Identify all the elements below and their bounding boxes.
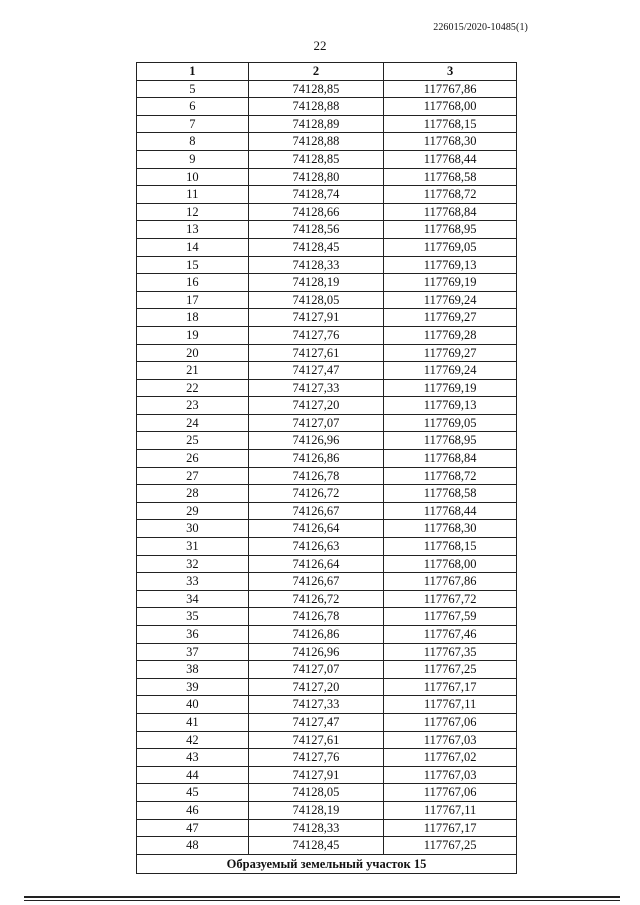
table-row [137,80,517,98]
point-number-cell: 18 [137,309,249,327]
y-coordinate-cell: 117768,58 [384,168,517,186]
y-coordinate-cell: 117767,11 [384,801,517,819]
x-coordinate-cell: 74127,76 [248,749,384,767]
point-number-cell: 26 [137,450,249,468]
point-number-cell: 47 [137,819,249,837]
x-coordinate-cell: 74126,72 [248,485,384,503]
table-row [137,98,517,116]
y-coordinate-cell: 117767,35 [384,643,517,661]
y-coordinate-cell: 117768,95 [384,221,517,239]
point-number-cell: 35 [137,608,249,626]
point-number-cell: 24 [137,414,249,432]
column-header-y: 3 [384,63,517,81]
x-coordinate-cell: 74128,19 [248,274,384,292]
y-coordinate-cell: 117768,58 [384,485,517,503]
y-coordinate-cell: 117768,95 [384,432,517,450]
y-coordinate-cell: 117768,84 [384,203,517,221]
table-row [137,626,517,644]
y-coordinate-cell: 117767,86 [384,573,517,591]
point-number-cell: 13 [137,221,249,239]
table-row [137,397,517,415]
table-row [137,819,517,837]
point-number-cell: 8 [137,133,249,151]
x-coordinate-cell: 74128,19 [248,801,384,819]
x-coordinate-cell: 74126,78 [248,467,384,485]
column-header-point-number: 1 [137,63,249,81]
point-number-cell: 36 [137,626,249,644]
x-coordinate-cell: 74127,20 [248,397,384,415]
y-coordinate-cell: 117768,15 [384,538,517,556]
y-coordinate-cell: 117769,13 [384,397,517,415]
y-coordinate-cell: 117768,00 [384,555,517,573]
x-coordinate-cell: 74127,20 [248,678,384,696]
y-coordinate-cell: 117769,24 [384,362,517,380]
table-row [137,168,517,186]
point-number-cell: 17 [137,291,249,309]
x-coordinate-cell: 74127,07 [248,414,384,432]
y-coordinate-cell: 117769,19 [384,274,517,292]
table-row [137,432,517,450]
y-coordinate-cell: 117767,25 [384,661,517,679]
point-number-cell: 30 [137,520,249,538]
y-coordinate-cell: 117768,44 [384,502,517,520]
point-number-cell: 33 [137,573,249,591]
x-coordinate-cell: 74126,64 [248,555,384,573]
point-number-cell: 38 [137,661,249,679]
y-coordinate-cell: 117767,06 [384,713,517,731]
x-coordinate-cell: 74126,64 [248,520,384,538]
x-coordinate-cell: 74127,07 [248,661,384,679]
table-row [137,590,517,608]
y-coordinate-cell: 117769,05 [384,238,517,256]
page-number: 22 [313,38,327,53]
y-coordinate-cell: 117768,72 [384,467,517,485]
x-coordinate-cell: 74127,47 [248,713,384,731]
x-coordinate-cell: 74128,88 [248,98,384,116]
x-coordinate-cell: 74128,74 [248,186,384,204]
y-coordinate-cell: 117768,00 [384,98,517,116]
table-row [137,256,517,274]
y-coordinate-cell: 117767,02 [384,749,517,767]
y-coordinate-cell: 117767,11 [384,696,517,714]
point-number-cell: 20 [137,344,249,362]
point-number-cell: 44 [137,766,249,784]
y-coordinate-cell: 117767,03 [384,766,517,784]
x-coordinate-cell: 74127,61 [248,344,384,362]
table-row [137,274,517,292]
point-number-cell: 28 [137,485,249,503]
point-number-cell: 32 [137,555,249,573]
point-number-cell: 40 [137,696,249,714]
x-coordinate-cell: 74126,63 [248,538,384,556]
y-coordinate-cell: 117769,27 [384,309,517,327]
point-number-cell: 34 [137,590,249,608]
y-coordinate-cell: 117767,17 [384,678,517,696]
y-coordinate-cell: 117769,27 [384,344,517,362]
y-coordinate-cell: 117767,86 [384,80,517,98]
x-coordinate-cell: 74128,80 [248,168,384,186]
point-number-cell: 9 [137,150,249,168]
y-coordinate-cell: 117767,06 [384,784,517,802]
point-number-cell: 15 [137,256,249,274]
table-row [137,362,517,380]
table-row [137,502,517,520]
table-body [137,80,517,854]
table-row [137,749,517,767]
table-row [137,678,517,696]
table-header-row [137,63,517,81]
table-row [137,837,517,855]
x-coordinate-cell: 74128,05 [248,784,384,802]
point-number-cell: 41 [137,713,249,731]
x-coordinate-cell: 74128,05 [248,291,384,309]
document-id: 226015/2020-10485(1) [433,22,528,33]
table-row [137,379,517,397]
x-coordinate-cell: 74128,89 [248,115,384,133]
x-coordinate-cell: 74128,88 [248,133,384,151]
table-row [137,309,517,327]
y-coordinate-cell: 117769,13 [384,256,517,274]
table-row [137,291,517,309]
x-coordinate-cell: 74126,86 [248,450,384,468]
table-row [137,573,517,591]
x-coordinate-cell: 74126,86 [248,626,384,644]
column-header-x: 2 [248,63,384,81]
table-row [137,661,517,679]
table-row [137,414,517,432]
y-coordinate-cell: 117768,30 [384,133,517,151]
x-coordinate-cell: 74128,45 [248,238,384,256]
point-number-cell: 37 [137,643,249,661]
x-coordinate-cell: 74127,47 [248,362,384,380]
x-coordinate-cell: 74128,66 [248,203,384,221]
point-number-cell: 22 [137,379,249,397]
y-coordinate-cell: 117767,46 [384,626,517,644]
point-number-cell: 14 [137,238,249,256]
coordinates-table [136,62,517,874]
y-coordinate-cell: 117768,15 [384,115,517,133]
table-row [137,450,517,468]
table-row [137,485,517,503]
y-coordinate-cell: 117768,72 [384,186,517,204]
table-row [137,766,517,784]
y-coordinate-cell: 117767,03 [384,731,517,749]
x-coordinate-cell: 74127,76 [248,326,384,344]
point-number-cell: 48 [137,837,249,855]
y-coordinate-cell: 117767,25 [384,837,517,855]
table-row [137,467,517,485]
x-coordinate-cell: 74126,96 [248,432,384,450]
point-number-cell: 19 [137,326,249,344]
table-row [137,344,517,362]
x-coordinate-cell: 74128,85 [248,150,384,168]
x-coordinate-cell: 74127,61 [248,731,384,749]
x-coordinate-cell: 74126,72 [248,590,384,608]
table-row [137,713,517,731]
x-coordinate-cell: 74128,85 [248,80,384,98]
table-row [137,696,517,714]
x-coordinate-cell: 74126,67 [248,502,384,520]
x-coordinate-cell: 74127,91 [248,309,384,327]
y-coordinate-cell: 117768,30 [384,520,517,538]
table-row [137,801,517,819]
point-number-cell: 27 [137,467,249,485]
y-coordinate-cell: 117769,24 [384,291,517,309]
table-row [137,150,517,168]
table-row [137,643,517,661]
x-coordinate-cell: 74128,56 [248,221,384,239]
x-coordinate-cell: 74126,67 [248,573,384,591]
y-coordinate-cell: 117768,84 [384,450,517,468]
point-number-cell: 39 [137,678,249,696]
point-number-cell: 46 [137,801,249,819]
table-row [137,238,517,256]
point-number-cell: 21 [137,362,249,380]
y-coordinate-cell: 117769,19 [384,379,517,397]
point-number-cell: 43 [137,749,249,767]
y-coordinate-cell: 117768,44 [384,150,517,168]
x-coordinate-cell: 74127,33 [248,696,384,714]
table-row [137,784,517,802]
point-number-cell: 25 [137,432,249,450]
table-row [137,115,517,133]
table-row [137,538,517,556]
x-coordinate-cell: 74127,91 [248,766,384,784]
x-coordinate-cell: 74126,78 [248,608,384,626]
point-number-cell: 29 [137,502,249,520]
table-row [137,555,517,573]
y-coordinate-cell: 117769,28 [384,326,517,344]
point-number-cell: 11 [137,186,249,204]
point-number-cell: 12 [137,203,249,221]
x-coordinate-cell: 74128,33 [248,819,384,837]
y-coordinate-cell: 117767,17 [384,819,517,837]
point-number-cell: 5 [137,80,249,98]
y-coordinate-cell: 117767,72 [384,590,517,608]
table-row [137,731,517,749]
parcel-section-title: Образуемый земельный участок 15 [137,854,517,873]
y-coordinate-cell: 117769,05 [384,414,517,432]
x-coordinate-cell: 74128,33 [248,256,384,274]
x-coordinate-cell: 74128,45 [248,837,384,855]
point-number-cell: 31 [137,538,249,556]
point-number-cell: 16 [137,274,249,292]
table-row [137,520,517,538]
y-coordinate-cell: 117767,59 [384,608,517,626]
point-number-cell: 7 [137,115,249,133]
table-footer-row [137,854,517,873]
table-row [137,186,517,204]
point-number-cell: 23 [137,397,249,415]
table-row [137,326,517,344]
x-coordinate-cell: 74127,33 [248,379,384,397]
table-row [137,221,517,239]
point-number-cell: 6 [137,98,249,116]
point-number-cell: 42 [137,731,249,749]
table-row [137,203,517,221]
x-coordinate-cell: 74126,96 [248,643,384,661]
table-row [137,133,517,151]
table-row [137,608,517,626]
page-bottom-rule [24,896,620,898]
page-bottom-rule-thin [24,900,620,901]
point-number-cell: 10 [137,168,249,186]
point-number-cell: 45 [137,784,249,802]
